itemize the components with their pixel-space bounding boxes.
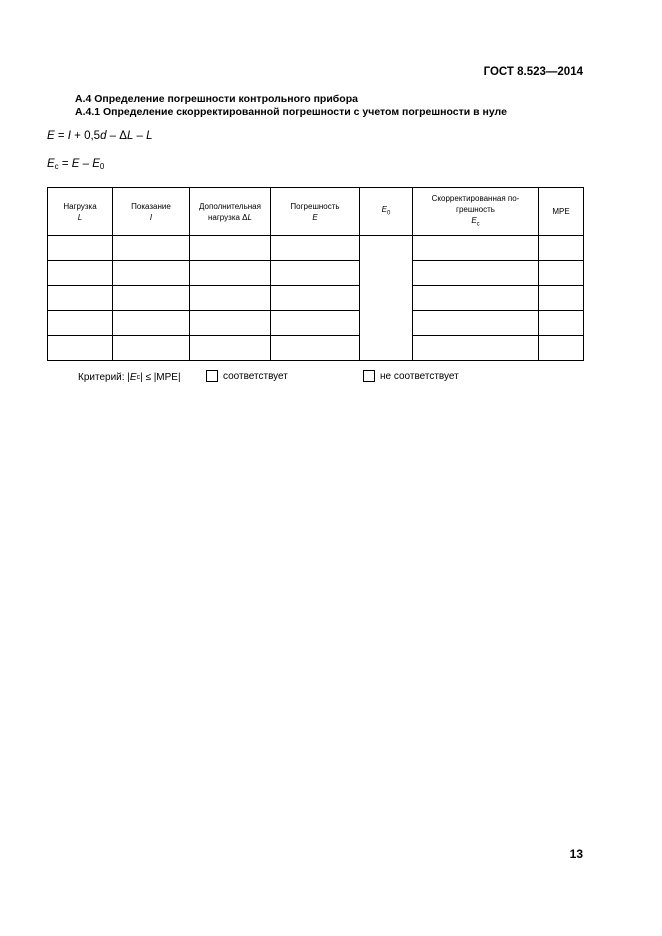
cell-mpe[interactable]: [539, 286, 584, 311]
col-header-mpe: MPE: [539, 188, 584, 236]
criteria-label: Критерий: | E c | ≤ |MPE|: [78, 372, 181, 383]
cell-additional-load[interactable]: [190, 261, 271, 286]
error-table: [47, 187, 584, 361]
cell-load[interactable]: [48, 236, 113, 261]
cell-reading[interactable]: [113, 261, 190, 286]
pass-checkbox[interactable]: [206, 370, 218, 382]
option-pass[interactable]: [206, 370, 288, 382]
cell-error[interactable]: [271, 311, 360, 336]
cell-reading[interactable]: [113, 286, 190, 311]
table-row: [48, 336, 584, 361]
cell-mpe[interactable]: [539, 336, 584, 361]
formula-error: E = I + 0,5d – ΔL – L: [47, 130, 153, 142]
cell-mpe[interactable]: [539, 261, 584, 286]
table-row: [48, 286, 584, 311]
cell-mpe[interactable]: [539, 311, 584, 336]
cell-additional-load[interactable]: [190, 236, 271, 261]
page-number: 13: [569, 847, 583, 861]
cell-corrected-error[interactable]: [413, 311, 539, 336]
cell-load[interactable]: [48, 336, 113, 361]
cell-corrected-error[interactable]: [413, 236, 539, 261]
cell-load[interactable]: [48, 261, 113, 286]
fail-checkbox[interactable]: [363, 370, 375, 382]
table-header-row: [48, 188, 584, 236]
table-row: [48, 311, 584, 336]
table-row: [48, 236, 584, 261]
cell-error[interactable]: [271, 261, 360, 286]
cell-error[interactable]: [271, 286, 360, 311]
cell-corrected-error[interactable]: [413, 261, 539, 286]
cell-additional-load[interactable]: [190, 336, 271, 361]
col-header-zero-error: $E_0$: [360, 188, 413, 236]
cell-additional-load[interactable]: [190, 286, 271, 311]
cell-load[interactable]: [48, 311, 113, 336]
section-heading: А.4 Определение погрешности контрольного прибора: [75, 93, 358, 105]
col-header-additional-load: Дополнительная нагрузка ΔL: [190, 188, 271, 236]
option-fail[interactable]: [363, 370, 459, 382]
cell-reading[interactable]: [113, 236, 190, 261]
cell-corrected-error[interactable]: [413, 336, 539, 361]
subsection-heading: А.4.1 Определение скорректированной погрешности с учетом погрешности в нуле: [75, 106, 507, 118]
col-header-load: Нагрузка L: [48, 188, 113, 236]
cell-error[interactable]: [271, 236, 360, 261]
cell-load[interactable]: [48, 286, 113, 311]
cell-additional-load[interactable]: [190, 311, 271, 336]
pass-label: соответствует: [223, 370, 288, 382]
fail-label: не соответствует: [380, 370, 459, 382]
col-header-reading: Показание I: [113, 188, 190, 236]
formula-corrected-error: $E_c = E - E_0$: [47, 158, 105, 171]
col-header-corrected-error: Скорректированная по- грешность $E_c$: [413, 188, 539, 236]
cell-mpe[interactable]: [539, 236, 584, 261]
cell-reading[interactable]: [113, 336, 190, 361]
cell-error[interactable]: [271, 336, 360, 361]
cell-corrected-error[interactable]: [413, 286, 539, 311]
cell-zero-error[interactable]: [360, 236, 413, 361]
cell-reading[interactable]: [113, 311, 190, 336]
standard-code: ГОСТ 8.523—2014: [483, 66, 583, 78]
table-row: [48, 261, 584, 286]
col-header-error: Погрешность E: [271, 188, 360, 236]
